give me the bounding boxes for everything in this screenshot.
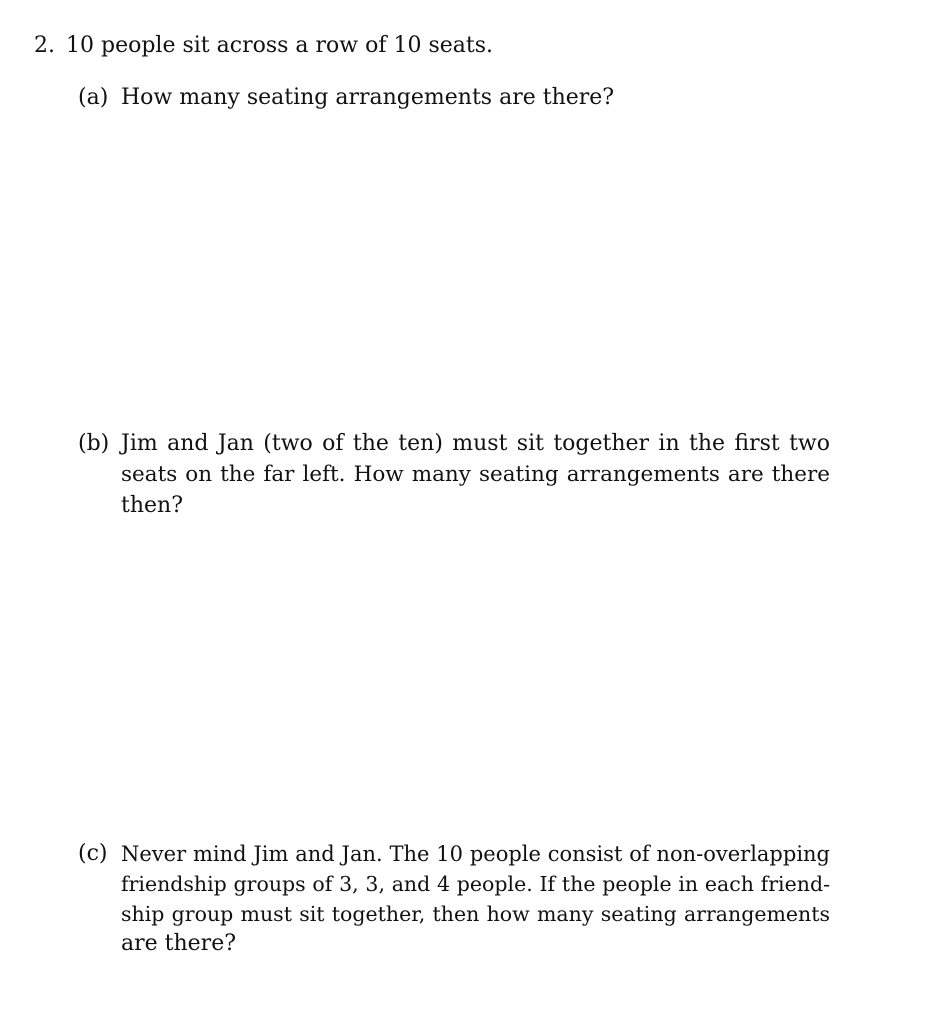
- part-b-line-3: then?: [121, 493, 183, 518]
- part-b-label: (b): [78, 431, 110, 456]
- problem-statement: 10 people sit across a row of 10 seats.: [66, 33, 494, 58]
- problem-number: 2.: [34, 33, 55, 58]
- part-c-label: (c): [78, 841, 108, 866]
- part-b-line-2: seats on the far left. How many seating arrangements are there: [121, 462, 830, 487]
- part-c-line-4: are there?: [121, 931, 237, 956]
- part-b-line-1: Jim and Jan (two of the ten) must sit together in the first two: [121, 431, 830, 456]
- part-c-line-2: friendship groups of 3, 3, and 4 people. If the people in each friend-: [121, 872, 830, 896]
- part-a-text: How many seating arrangements are there?: [121, 85, 615, 110]
- part-c-line-1: Never mind Jim and Jan. The 10 people consist of non-overlapping: [121, 842, 830, 866]
- part-a-label: (a): [78, 85, 109, 110]
- part-c-line-3: ship group must sit together, then how many seating arrangements: [121, 902, 830, 926]
